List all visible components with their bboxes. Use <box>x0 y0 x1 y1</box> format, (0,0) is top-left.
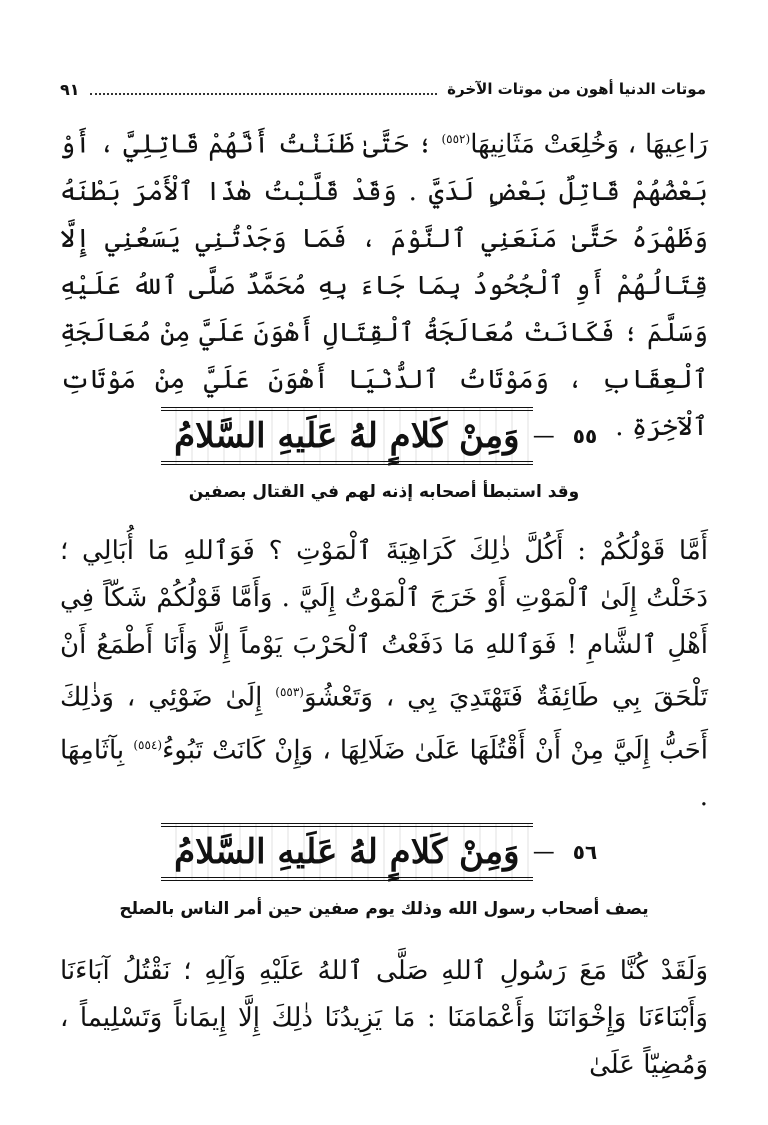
section-number: ٥٦ <box>572 840 598 864</box>
footnote-ref: (٥٥٣) <box>275 685 304 699</box>
heading-dash: — <box>532 423 555 449</box>
section-subtitle-55: وقد استبطأ أصحابه إذنه لهم في القتال بصفين <box>188 482 580 502</box>
paragraph-text: رَاعِيهَا ، وَخُلِعَتْ مَثَانِيهَا <box>470 129 708 160</box>
section-subtitle-56: يصف أصحاب رسول الله وذلك يوم صفين حين أمر الناس بالصلح <box>119 899 649 919</box>
page-number: ٩١ <box>60 79 80 99</box>
paragraph-text: بِآثَامِهَا . <box>60 735 708 813</box>
footnote-ref: (٥٥٤) <box>133 737 163 752</box>
paragraph-text: إِلَىٰ ضَوْئِي ، وَذٰلِكَ أَحَبُّ إِلَيَّ مِنْ أَنْ أَقْتُلَهَا عَلَىٰ ضَلَالِهَا ، وَإِنْ كَانَتْ تَبُوءُ <box>60 682 709 766</box>
section-55-paragraph <box>60 528 708 821</box>
section-heading-56 <box>60 822 708 882</box>
continuation-paragraph <box>60 116 708 451</box>
calligraphic-ornament: وَمِنْ كَلامٍ لهُ عَلَيهِ السَّلامُ <box>161 407 533 465</box>
leader-dots <box>90 83 438 95</box>
calligraphic-ornament: وَمِنْ كَلامٍ لهُ عَلَيهِ السَّلامُ <box>161 823 533 881</box>
running-title: موتات الدنيا أهون من موتات الآخرة <box>447 80 706 98</box>
paragraph-text: وَلَقَدْ كُنَّا مَعَ رَسُولِ ٱللهِ صَلَّى ٱللهُ عَلَيْهِ وَآلِهِ ؛ نَقْتُلُ آبَاءَنَا وَأَبْنَاءَنَا وَإِخْوَانَنَا وَأَعْمَامَنَا : مَا يَزِيدُنَا ذٰلِكَ إِلَّا إِيمَاناً وَتَسْلِيماً ، وَمُضِيّاً عَلَىٰ <box>60 956 708 1080</box>
running-header <box>60 74 706 104</box>
section-number: ٥٥ <box>572 424 598 448</box>
heading-dash: — <box>532 839 555 865</box>
paragraph-text: أَمَّا قَوْلُكُمْ : أَكُلَّ ذٰلِكَ كَرَاهِيَةَ ٱلْمَوْتِ ؟ فَوَٱللهِ مَا أُبَالِي ؛ دَخَلْتُ إِلَىٰ ٱلْمَوْتِ أَوْ خَرَجَ ٱلْمَوْتُ إِلَيَّ . وَأَمَّا قَوْلُكُمْ شَكّاً فِي أَهْلِ ٱلشَّامِ ! فَوَٱللهِ مَا دَفَعْتُ ٱلْحَرْبَ يَوْماً إِلَّا وَأَنَا أَطْمَعُ أَنْ تَلْحَقَ بِي طَائِفَةٌ فَتَهْتَدِيَ بِي ، وَتَعْشُوَ <box>60 536 708 713</box>
footnote-ref: (٥٥٢) <box>441 132 471 146</box>
paragraph-text: ؛ حَتَّىٰ ظَنَنْتُ أَنَّهُمْ قَاتِلِيَّ ، أَوْ بَعْضُهُمْ قَاتِلٌ بَعْضٍ لَدَيَّ . وَقَدْ قَلَّبْتُ هٰذَا ٱلْأَمْرَ بَطْنَهُ وَظَهْرَهُ حَتَّىٰ مَنَعَنِي ٱلنَّوْمَ ، فَمَا وَجَدْتُنِي يَسَعُنِي إِلَّا قِتَالُهُمْ أَوِ ٱلْجُحُودُ بِمَا جَاءَ بِهِ مُحَمَّدٌ صَلَّى ٱللهُ عَلَيْهِ وَسَلَّمَ ؛ فَكَانَتْ مُعَالَجَةُ ٱلْقِتَالِ أَهْوَنَ عَلَيَّ مِنْ مُعَالَجَةِ ٱلْعِقَابِ ، وَمَوْتَاتُ ٱلدُّنْيَا أَهْوَنَ عَلَيَّ مِنْ مَوْتَاتِ ٱلْآخِرَةِ . <box>60 129 708 442</box>
section-56-paragraph <box>60 948 708 1089</box>
section-heading-55 <box>60 406 708 466</box>
